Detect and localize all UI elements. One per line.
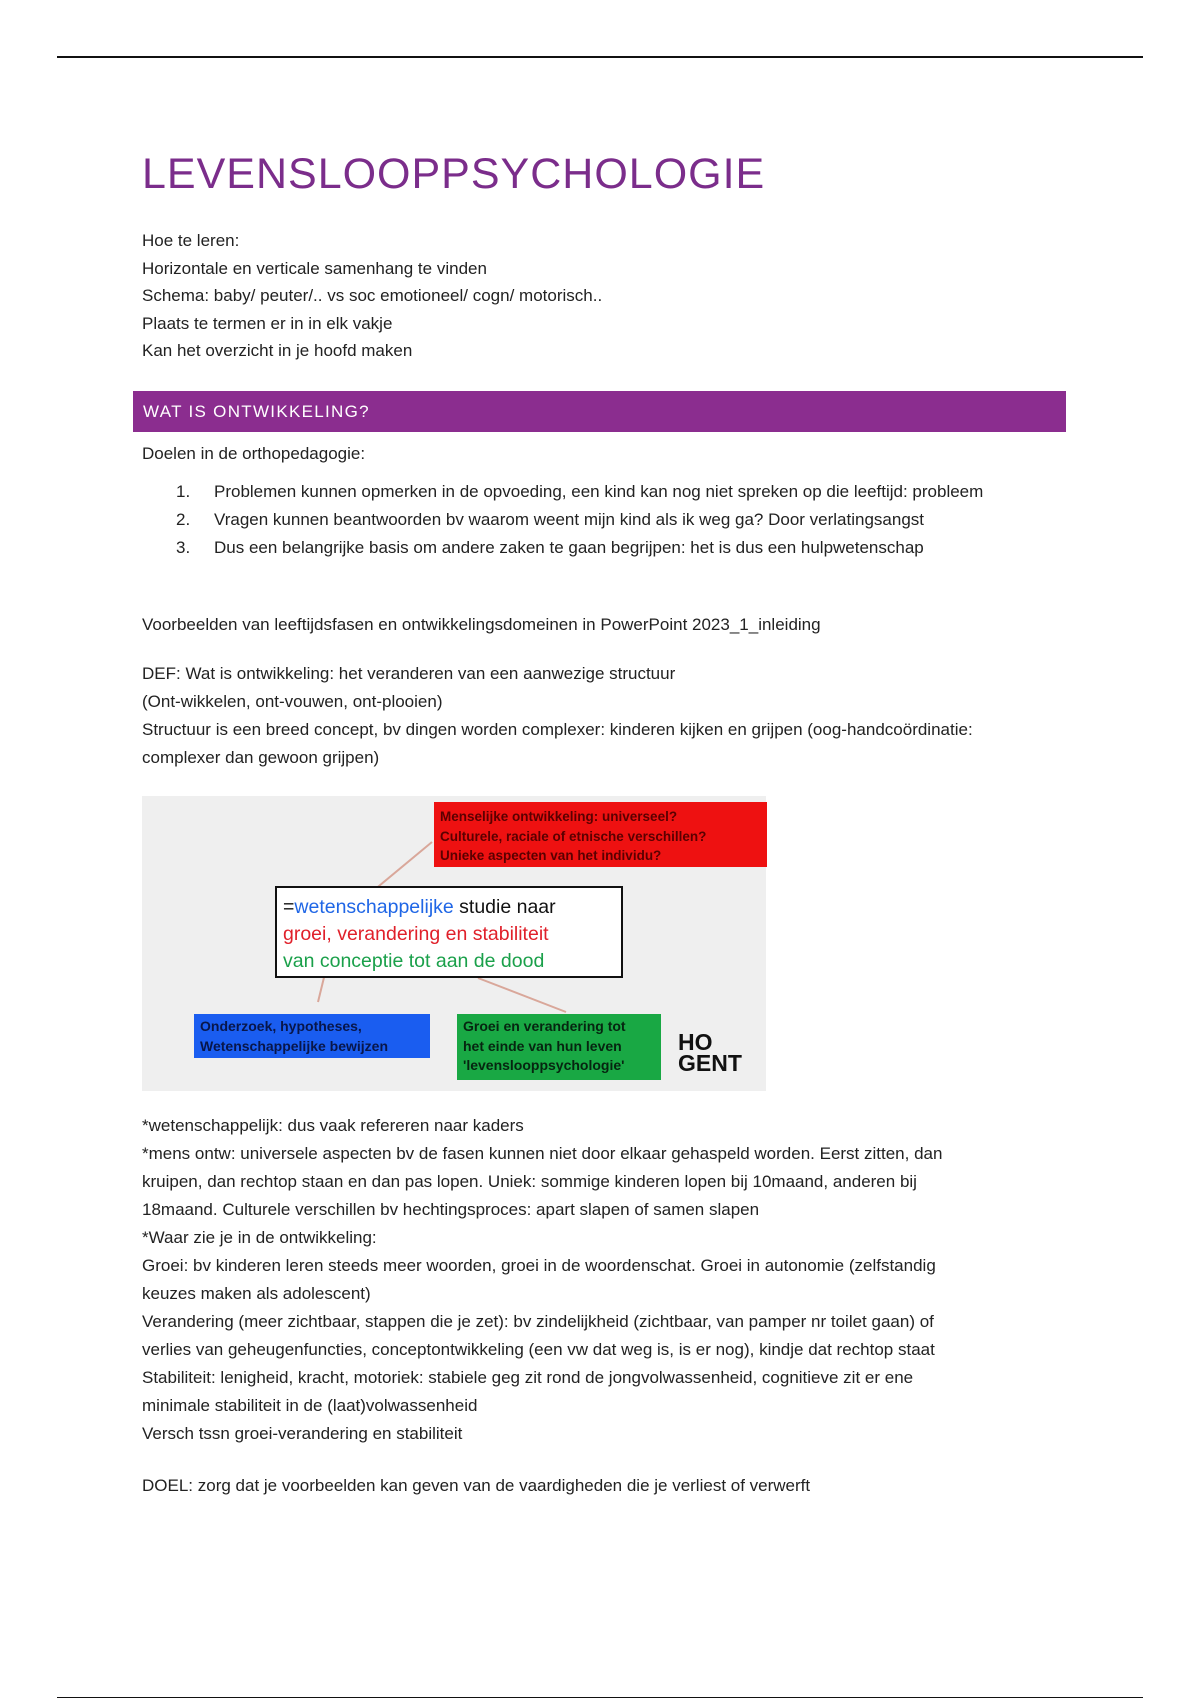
intro-line: Horizontale en verticale samenhang te vinden xyxy=(142,258,487,278)
note-line: *mens ontw: universele aspecten bv de fasen kunnen niet door elkaar gehaspeld worden. Eerst zitten, dan xyxy=(142,1144,943,1163)
page-title: LEVENSLOOPPSYCHOLOGIE xyxy=(142,150,766,198)
note-line: Stabiliteit: lenigheid, kracht, motoriek: stabiele geg zit rond de jongvolwassenheid, cognitieve zit er ene xyxy=(142,1368,914,1387)
list-number: 3. xyxy=(176,538,191,557)
bottom-rule xyxy=(57,1697,1143,1698)
intro-line: Plaats te termen er in in elk vakje xyxy=(142,313,393,333)
note-line: verlies van geheugenfuncties, conceptontwikkeling (een vw dat weg is, is er nog), kindje dat rechtop staat xyxy=(142,1340,935,1359)
intro-line: Hoe te leren: xyxy=(142,231,240,250)
list-text: Vragen kunnen beantwoorden bv waarom weent mijn kind als ik weg ga? Door verlatingsangst xyxy=(214,510,924,529)
box-line: Wetenschappelijke bewijzen xyxy=(200,1037,389,1054)
top-rule xyxy=(57,56,1143,58)
box-line: het einde van hun leven xyxy=(463,1037,622,1054)
intro-line: Kan het overzicht in je hoofd maken xyxy=(142,341,413,360)
list-number: 2. xyxy=(176,510,191,529)
development-diagram xyxy=(142,796,766,1091)
definition-line: complexer dan gewoon grijpen) xyxy=(142,748,380,767)
definition-line: (Ont-wikkelen, ont-vouwen, ont-plooien) xyxy=(142,692,443,711)
connector-line xyxy=(478,978,566,1012)
list-text: Problemen kunnen opmerken in de opvoeding, een kind kan nog niet spreken op die leeftijd: probleem xyxy=(214,482,984,501)
research-box xyxy=(194,1014,430,1058)
universal-questions-box xyxy=(434,802,767,867)
goal-statement: DOEL: zorg dat je voorbeelden kan geven van de vaardigheden die je verliest of verwerft xyxy=(142,1476,811,1495)
box-line: van conceptie tot aan de dood xyxy=(283,950,545,972)
box-line: Culturele, raciale of etnische verschillen? xyxy=(440,828,707,844)
list-item xyxy=(176,506,1056,534)
box-rest: studie naar xyxy=(453,896,556,918)
note-line: Groei: bv kinderen leren steeds meer woorden, groei in de woordenschat. Groei in autonomie (zelfstandig xyxy=(142,1256,936,1275)
definition-line: DEF: Wat is ontwikkeling: het veranderen van een aanwezige structuur xyxy=(142,664,676,683)
note-line: *Waar zie je in de ontwikkeling: xyxy=(142,1228,377,1247)
note-line: minimale stabiliteit in de (laat)volwassenheid xyxy=(142,1396,478,1415)
list-text: Dus een belangrijke basis om andere zaken te gaan begrijpen: het is dus een hulpwetenschap xyxy=(214,538,924,557)
definition-line: Structuur is een breed concept, bv dingen worden complexer: kinderen kijken en grijpen (oog-handcoördinatie: xyxy=(142,720,973,739)
intro-block xyxy=(142,227,602,365)
lifespan-box xyxy=(457,1014,661,1080)
box-line: Unieke aspecten van het individu? xyxy=(440,848,662,863)
definition-block xyxy=(142,660,1062,772)
note-line: keuzes maken als adolescent) xyxy=(142,1284,371,1303)
box-prefix: = xyxy=(283,896,295,918)
note-line: 18maand. Culturele verschillen bv hechtingsproces: apart slapen of samen slapen xyxy=(142,1200,760,1219)
notes-block xyxy=(142,1112,1062,1448)
intro-line: Schema: baby/ peuter/.. vs soc emotioneel/ cogn/ motorisch.. xyxy=(142,286,603,305)
box-line: Groei en verandering tot xyxy=(463,1018,626,1034)
note-line: Versch tssn groei-verandering en stabiliteit xyxy=(142,1424,463,1443)
box-line: Onderzoek, hypotheses, xyxy=(200,1018,362,1034)
list-item xyxy=(176,478,1056,506)
list-item xyxy=(176,534,1056,562)
goals-list xyxy=(176,478,1056,562)
logo-line: GENT xyxy=(678,1050,742,1076)
box-keyword: wetenschappelijke xyxy=(294,896,454,918)
note-line: kruipen, dan rechtop staan en dan pas lopen. Uniek: sommige kinderen lopen bij 10maand, anderen bij xyxy=(142,1172,917,1191)
examples-line: Voorbeelden van leeftijdsfasen en ontwikkelingsdomeinen in PowerPoint 2023_1_inleiding xyxy=(142,615,821,634)
hogent-logo xyxy=(678,1029,742,1076)
logo-line: HO xyxy=(678,1029,713,1055)
note-line: Verandering (meer zichtbaar, stappen die je zet): bv zindelijkheid (zichtbaar, van pamper nr toilet gaan) of xyxy=(142,1312,934,1331)
box-line xyxy=(283,894,621,921)
goals-title: Doelen in de orthopedagogie: xyxy=(142,444,366,463)
definition-box xyxy=(275,886,623,978)
box-line: 'levenslooppsychologie' xyxy=(463,1057,625,1073)
note-line: *wetenschappelijk: dus vaak refereren naar kaders xyxy=(142,1116,524,1135)
box-line: Menselijke ontwikkeling: universeel? xyxy=(440,809,678,824)
section-heading: WAT IS ONTWIKKELING? xyxy=(133,391,1066,432)
list-number: 1. xyxy=(176,482,191,501)
box-line: groei, verandering en stabiliteit xyxy=(283,923,549,945)
